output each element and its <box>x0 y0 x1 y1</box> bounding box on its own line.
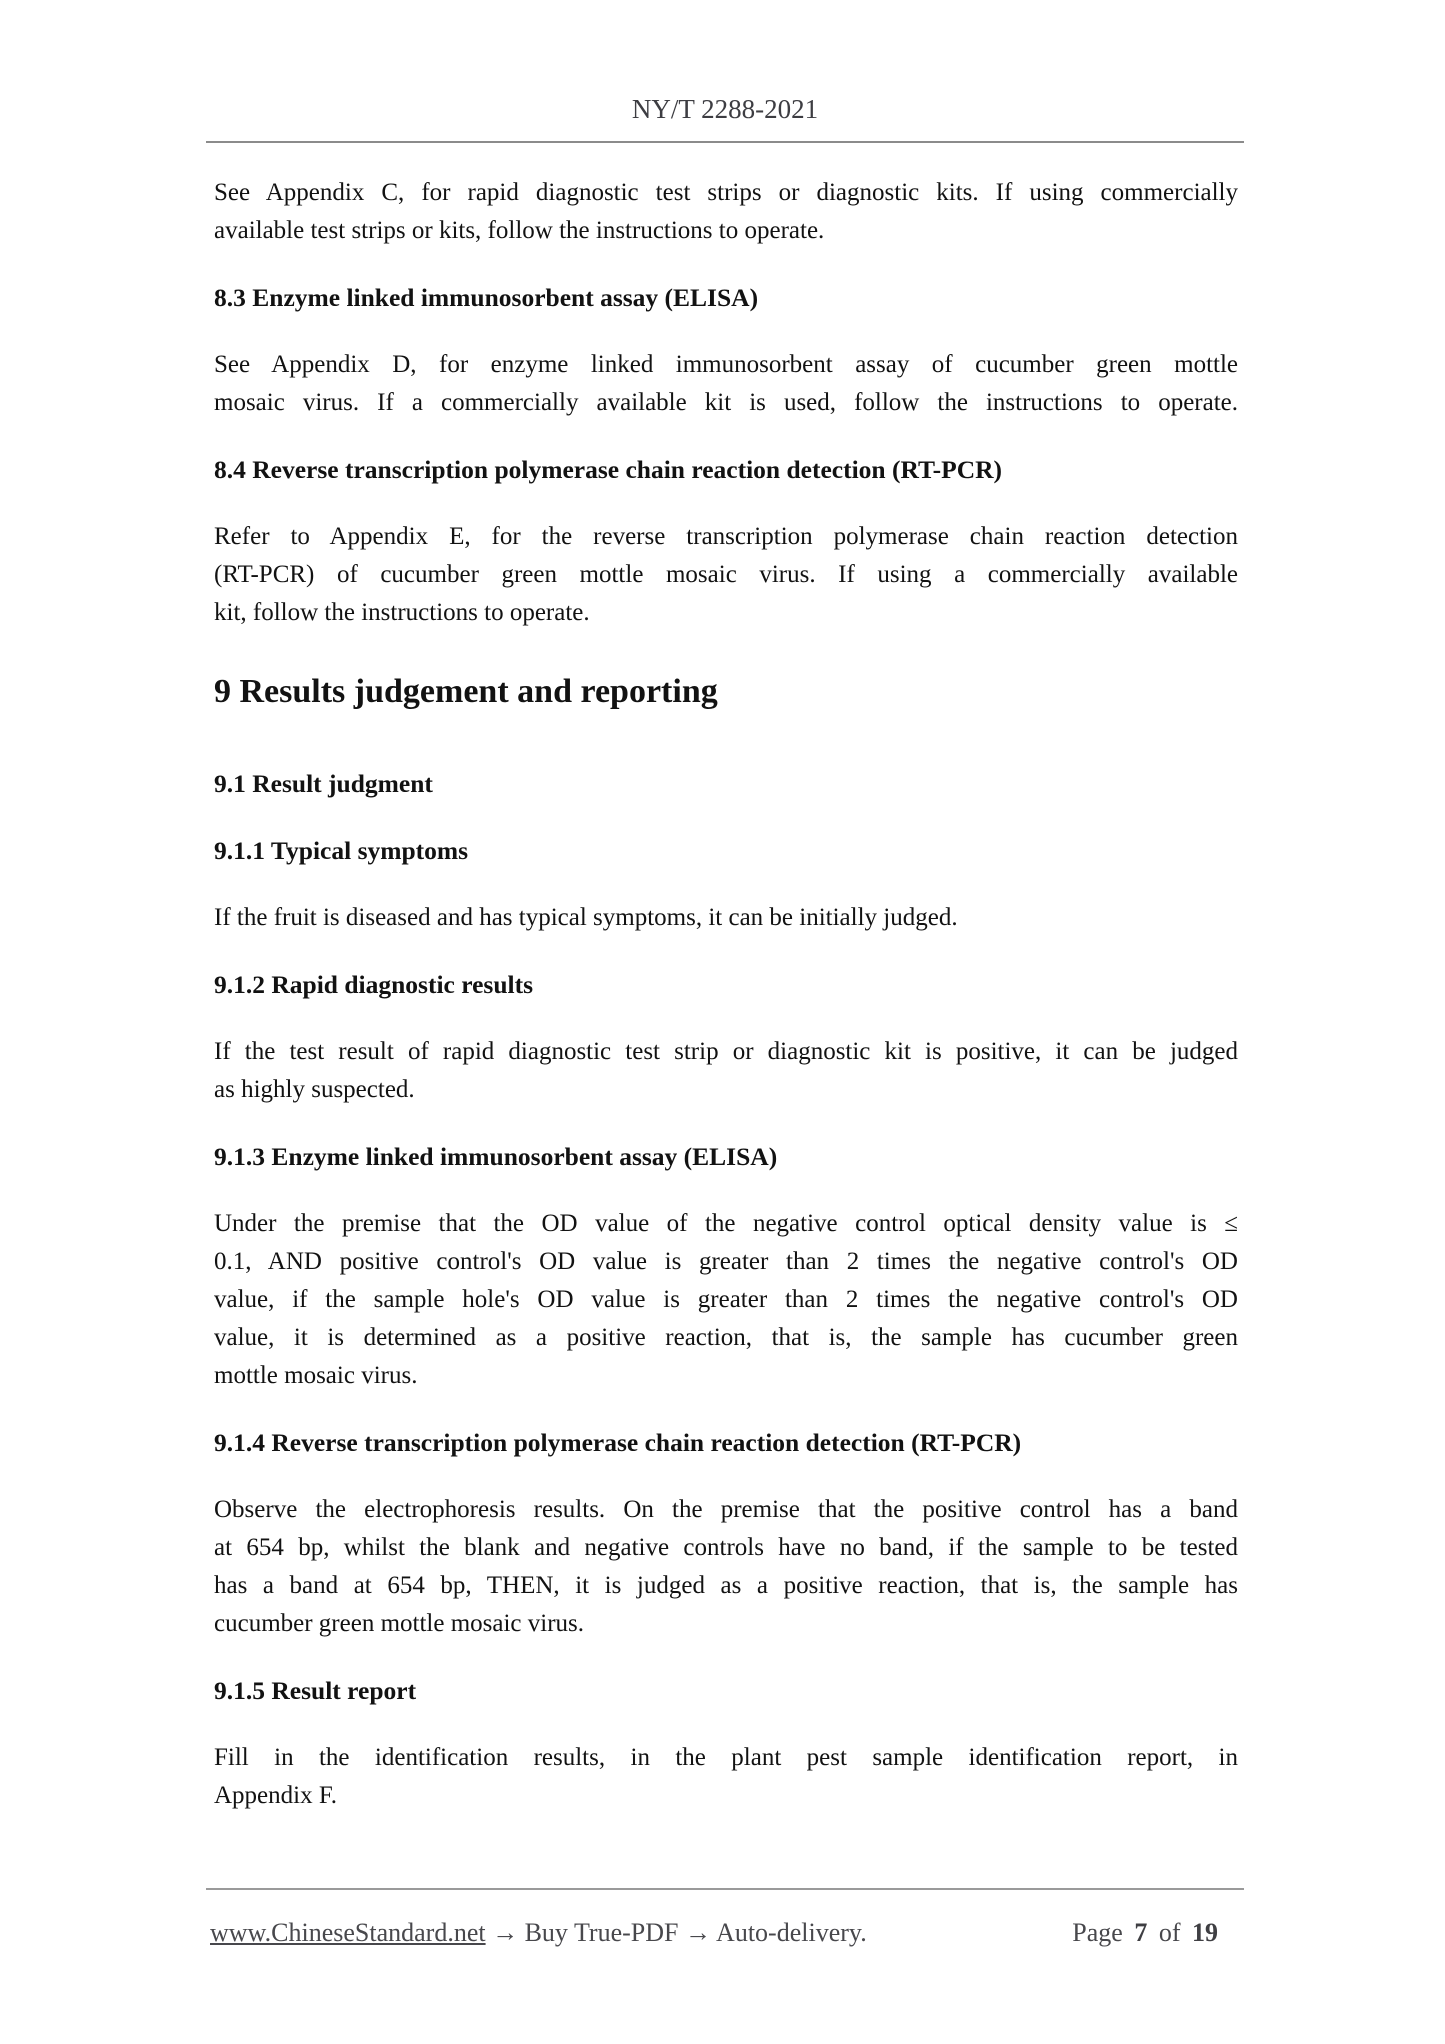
header-doc-number: NY/T 2288-2021 <box>631 94 819 124</box>
paragraph-line: Appendix F. <box>214 1782 337 1809</box>
section-heading: 9.1.1 Typical symptoms <box>214 836 469 865</box>
section-heading: 9.1.2 Rapid diagnostic results <box>214 970 534 999</box>
paragraph-line: (RT-PCR) of cucumber green mottle mosaic virus. If using a commercially available <box>214 561 1238 588</box>
page-current: 7 <box>1134 1918 1148 1947</box>
paragraph-line: See Appendix C, for rapid diagnostic test strips or diagnostic kits. If using commercially <box>214 179 1238 206</box>
page-total: 19 <box>1192 1918 1218 1947</box>
paragraph-line: available test strips or kits, follow the instructions to operate. <box>214 217 825 244</box>
section-heading: 9.1.4 Reverse transcription polymerase chain reaction detection (RT-PCR) <box>214 1428 1022 1457</box>
chapter-heading: 9 Results judgement and reporting <box>214 673 718 710</box>
paragraph-line: at 654 bp, whilst the blank and negative controls have no band, if the sample to be tested <box>214 1534 1238 1561</box>
paragraph <box>214 346 1238 422</box>
paragraph-line: Refer to Appendix E, for the reverse transcription polymerase chain reaction detection <box>214 523 1238 550</box>
paragraph-line: value, if the sample hole's OD value is greater than 2 times the negative control's OD <box>214 1286 1238 1313</box>
section-heading: 8.3 Enzyme linked immunosorbent assay (ELISA) <box>214 283 759 312</box>
footer-tagline: → Buy True-PDF → Auto-delivery. <box>485 1918 867 1947</box>
page-footer <box>206 1914 1244 1952</box>
paragraph-line: has a band at 654 bp, THEN, it is judged as a positive reaction, that is, the sample has <box>214 1572 1238 1599</box>
footer-rule <box>206 1888 1244 1890</box>
content <box>214 174 1238 1844</box>
paragraph-line: cucumber green mottle mosaic virus. <box>214 1610 585 1637</box>
paragraph-line: mosaic virus. If a commercially available kit is used, follow the instructions to operate. <box>214 389 1238 416</box>
paragraph <box>214 1205 1238 1395</box>
paragraph-line: If the test result of rapid diagnostic test strip or diagnostic kit is positive, it can be judged <box>214 1038 1238 1065</box>
paragraph-line: mottle mosaic virus. <box>214 1362 418 1389</box>
paragraph-line: Fill in the identification results, in the plant pest sample identification report, in <box>214 1744 1238 1771</box>
section-heading: 9.1.5 Result report <box>214 1676 417 1705</box>
paragraph <box>214 899 1238 937</box>
paragraph-line: value, it is determined as a positive reaction, that is, the sample has cucumber green <box>214 1324 1238 1351</box>
section-heading: 8.4 Reverse transcription polymerase chain reaction detection (RT-PCR) <box>214 455 1003 484</box>
paragraph-line: kit, follow the instructions to operate. <box>214 599 590 626</box>
section-heading: 9.1.3 Enzyme linked immunosorbent assay (ELISA) <box>214 1142 778 1171</box>
section-heading: 9.1 Result judgment <box>214 769 433 798</box>
footer-site-link[interactable]: www.ChineseStandard.net <box>210 1918 486 1947</box>
paragraph <box>214 1739 1238 1815</box>
paragraph <box>214 1033 1238 1109</box>
paragraph <box>214 518 1238 632</box>
page-indicator <box>1072 1914 1244 1952</box>
paragraph-line: See Appendix D, for enzyme linked immunosorbent assay of cucumber green mottle <box>214 351 1238 378</box>
paragraph <box>214 1491 1238 1643</box>
paragraph-line: Under the premise that the OD value of the negative control optical density value is ≤ <box>214 1210 1238 1237</box>
header-rule <box>206 141 1244 143</box>
footer-left <box>206 1914 867 1952</box>
paragraph <box>214 174 1238 250</box>
page-of-label: of <box>1158 1918 1181 1947</box>
paragraph-line: as highly suspected. <box>214 1076 415 1103</box>
page-label: Page <box>1072 1918 1123 1947</box>
paragraph-line: If the fruit is diseased and has typical symptoms, it can be initially judged. <box>214 904 958 931</box>
paragraph-line: Observe the electrophoresis results. On the premise that the positive control has a band <box>214 1496 1238 1523</box>
paragraph-line: 0.1, AND positive control's OD value is greater than 2 times the negative control's OD <box>214 1248 1238 1275</box>
